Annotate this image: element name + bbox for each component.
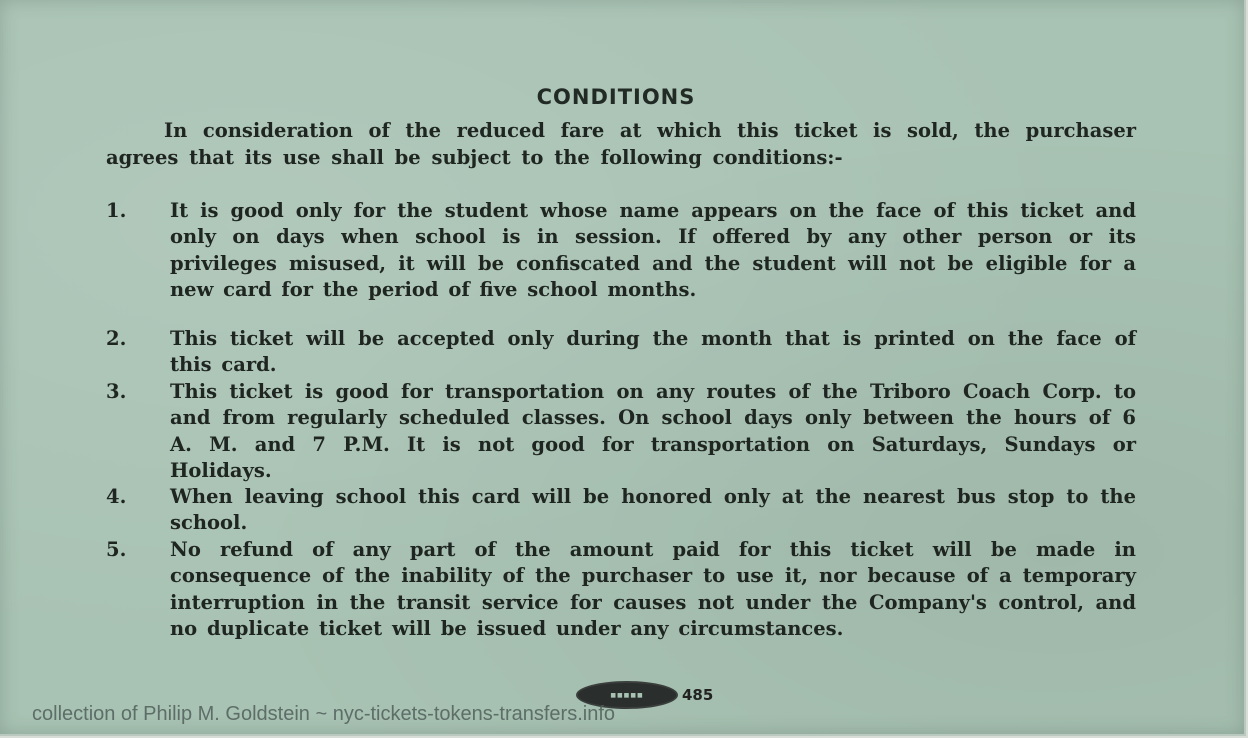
condition-text: This ticket is good for transportation on any routes of the Triboro Coach Corp. to and from regularly scheduled classes. On school days only between the hours of 6 A. M. and 7 P.M. It is not good for transportation on Saturdays, Sundays or Holidays. [170, 380, 1136, 482]
union-label-logo-icon: ■■■■■ [576, 681, 678, 709]
condition-item [106, 326, 1136, 379]
intro-paragraph: In consideration of the reduced fare at which this ticket is sold, the purchaser agrees that its use shall be subject to the following conditions:- [106, 119, 1136, 169]
condition-number: 3. [106, 380, 127, 403]
condition-number: 4. [106, 485, 127, 508]
condition-number: 1. [106, 199, 127, 222]
condition-item [106, 198, 1136, 303]
printer-number: 485 [682, 686, 714, 704]
condition-text: It is good only for the student whose name appears on the face of this ticket and only on days when school is in session. If offered by any other person or its privileges misused, it will be confiscated and the student will not be eligible for a new card for the period of five school months. [170, 199, 1136, 301]
condition-item [106, 379, 1136, 484]
condition-item [106, 484, 1136, 537]
condition-text: No refund of any part of the amount paid for this ticket will be made in consequence of the inability of the purchaser to use it, nor because of a temporary interruption in the transit service for causes not under the Company's control, and no duplicate ticket will be issued under any circumstances. [170, 538, 1136, 640]
collection-watermark: collection of Philip M. Goldstein ~ nyc-tickets-tokens-transfers.info [32, 703, 616, 725]
condition-text: When leaving school this card will be honored only at the nearest bus stop to the school. [170, 485, 1136, 535]
conditions-title: CONDITIONS [536, 85, 696, 109]
condition-item [106, 537, 1136, 642]
condition-number: 2. [106, 327, 127, 350]
condition-number: 5. [106, 538, 127, 561]
condition-text: This ticket will be accepted only during the month that is printed on the face of this card. [170, 327, 1136, 377]
